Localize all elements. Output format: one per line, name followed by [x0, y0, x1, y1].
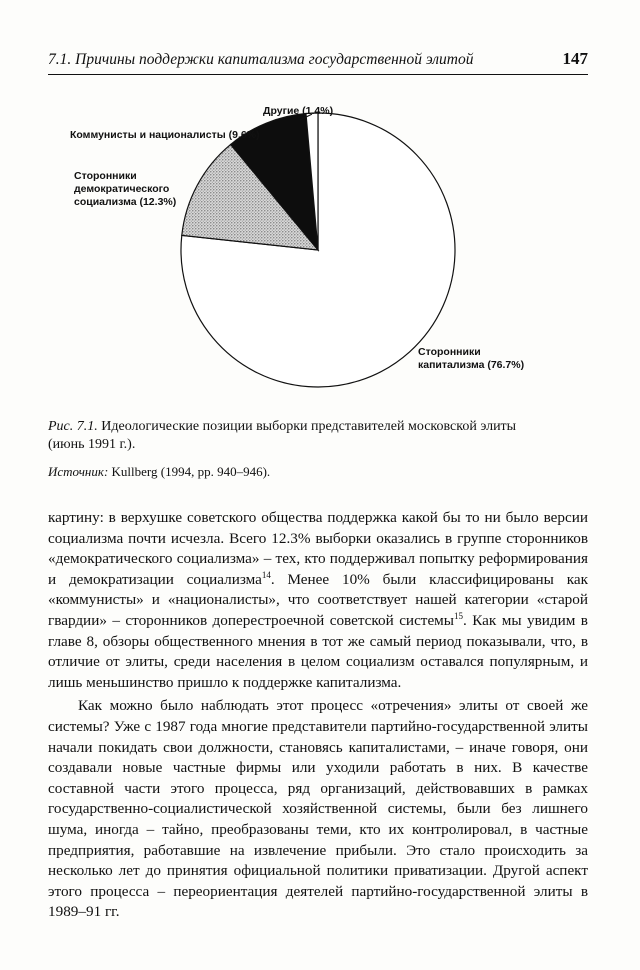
source-label: Источник: [48, 464, 109, 479]
pie-label-other: Другие (1.4%) [263, 105, 334, 117]
figure-caption-text: Идеологические позиции выборки представителей московской элиты (июнь 1991 г.). [48, 419, 517, 452]
pie-chart [0, 90, 640, 390]
body-text [48, 508, 588, 923]
figure-source [48, 463, 518, 480]
running-head [48, 50, 588, 75]
pie-label-capitalism: Сторонники капитализма (76.7%) [418, 346, 525, 371]
figure-caption [48, 418, 518, 454]
paragraph-1-part-a: картину: в верхушке советского общества поддержка какой бы то ни было версии социализма почти исчезла. Всего 12.3% выборки оказались в группе сторонников «демократического социализма» – тех, кто поддерживал попытку реформирования и демократизации социализма [48, 509, 588, 588]
footnote-ref-15[interactable]: 15 [454, 610, 463, 621]
footnote-ref-14[interactable]: 14 [261, 569, 271, 580]
running-title: 7.1. Причины поддержки капитализма государственной элитой [48, 51, 474, 68]
paragraph-2: Как можно было наблюдать этот процесс «отречения» элиты от своей же системы? Уже с 1987 года многие представители партийно-государственной элиты начали покидать свои должности, становясь капиталистами, – иначе говоря, они создавали новые частные фирмы или уходили работать в них. В качестве составной части этого процесса, ряд организаций, действовавших в рамках государственно-социалистической хозяйственной системы, были без лишнего шума, иногда – тайно, преобразованы теми, кто их контролировал, в частные предприятия, работавшие на извлечение прибыли. Это стало происходить за несколько лет до принятия официальной политики приватизации. Другой аспект этого процесса – переориентация деятелей партийно-государственной элиты в 1989–91 гг. [48, 697, 588, 921]
paragraph-1-part-c: . Как мы увидим в главе 8, обзоры общественного мнения в тот же самый период показывали, что, в отличие от элиты, среди населения в целом социализм оставался популярным, и лишь меньшинство пришло к поддержке капитализма. [48, 611, 588, 691]
pie-label-communists: Коммунисты и националисты (9.6%) [70, 129, 260, 141]
figure-number: Рис. 7.1. [48, 419, 98, 434]
pie-label-democratic-socialism: Сторонники демократического социализма (12.3%) [74, 170, 177, 208]
paragraph-1-part-b: . Менее 10% были классифицированы как «коммунисты» и «националисты», что соответствует нашей категории «старой гвардии» – сторонников доперестроечной советской системы [48, 570, 588, 629]
paragraph-1 [48, 508, 588, 693]
page-number: 147 [562, 49, 588, 68]
source-text: Kullberg (1994, pp. 940–946). [108, 464, 271, 479]
